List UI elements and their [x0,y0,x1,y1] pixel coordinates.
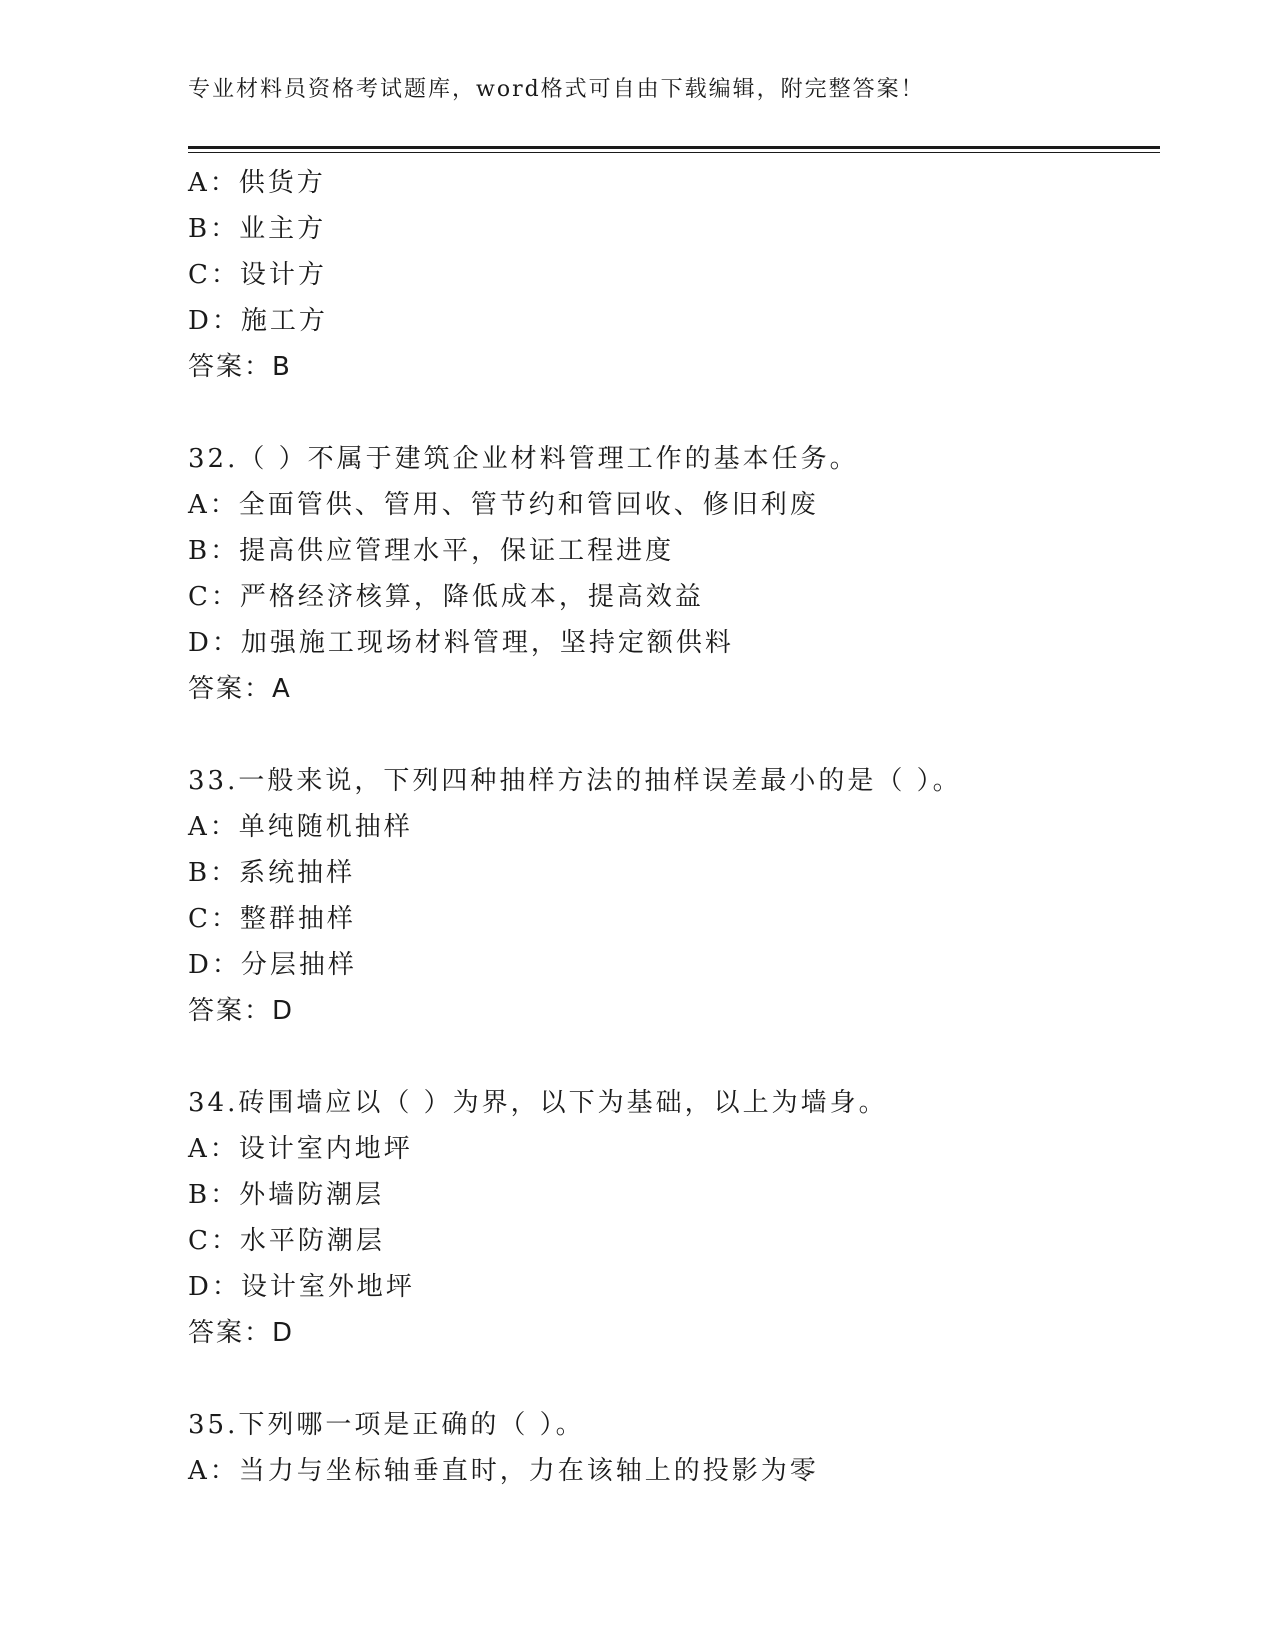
option-b: B：系统抽样 [188,858,356,888]
question-stem: 35.下列哪一项是正确的（ ）。 [188,1410,585,1440]
header-rule-thin [188,152,1160,153]
question-34 [188,1080,1168,1356]
header-rule-thick [188,146,1160,149]
question-stem: 33.一般来说，下列四种抽样方法的抽样误差最小的是（ ）。 [188,766,962,796]
question-32 [188,436,1168,712]
answer: 答案：D [188,996,295,1026]
spacer [188,1356,1168,1402]
option-d: D：分层抽样 [188,950,357,980]
option-a: A：全面管供、管用、管节约和管回收、修旧利废 [188,490,819,520]
question-content [188,160,1168,1494]
answer: 答案：A [188,674,292,704]
question-stem: 32.（ ）不属于建筑企业材料管理工作的基本任务。 [188,444,859,474]
option-a: A：供货方 [188,168,326,198]
option-c: C：水平防潮层 [188,1226,385,1256]
option-a: A：单纯随机抽样 [188,812,413,842]
option-c: C：设计方 [188,260,327,290]
answer: 答案：B [188,352,292,382]
option-d: D：加强施工现场材料管理，坚持定额供料 [188,628,734,658]
question-31-tail [188,160,1168,390]
option-d: D：设计室外地坪 [188,1272,415,1302]
option-c: C：整群抽样 [188,904,356,934]
option-b: B：提高供应管理水平，保证工程进度 [188,536,675,566]
option-b: B：外墙防潮层 [188,1180,385,1210]
option-b: B：业主方 [188,214,327,244]
option-a: A：当力与坐标轴垂直时，力在该轴上的投影为零 [188,1456,819,1486]
spacer [188,390,1168,436]
answer: 答案：D [188,1318,295,1348]
option-a: A：设计室内地坪 [188,1134,413,1164]
document-header: 专业材料员资格考试题库，word格式可自由下载编辑，附完整答案！ [188,77,925,102]
option-d: D：施工方 [188,306,328,336]
spacer [188,1034,1168,1080]
spacer [188,712,1168,758]
question-33 [188,758,1168,1034]
option-c: C：严格经济核算，降低成本，提高效益 [188,582,704,612]
question-stem: 34.砖围墙应以（ ）为界，以下为基础，以上为墙身。 [188,1088,888,1118]
question-35 [188,1402,1168,1494]
